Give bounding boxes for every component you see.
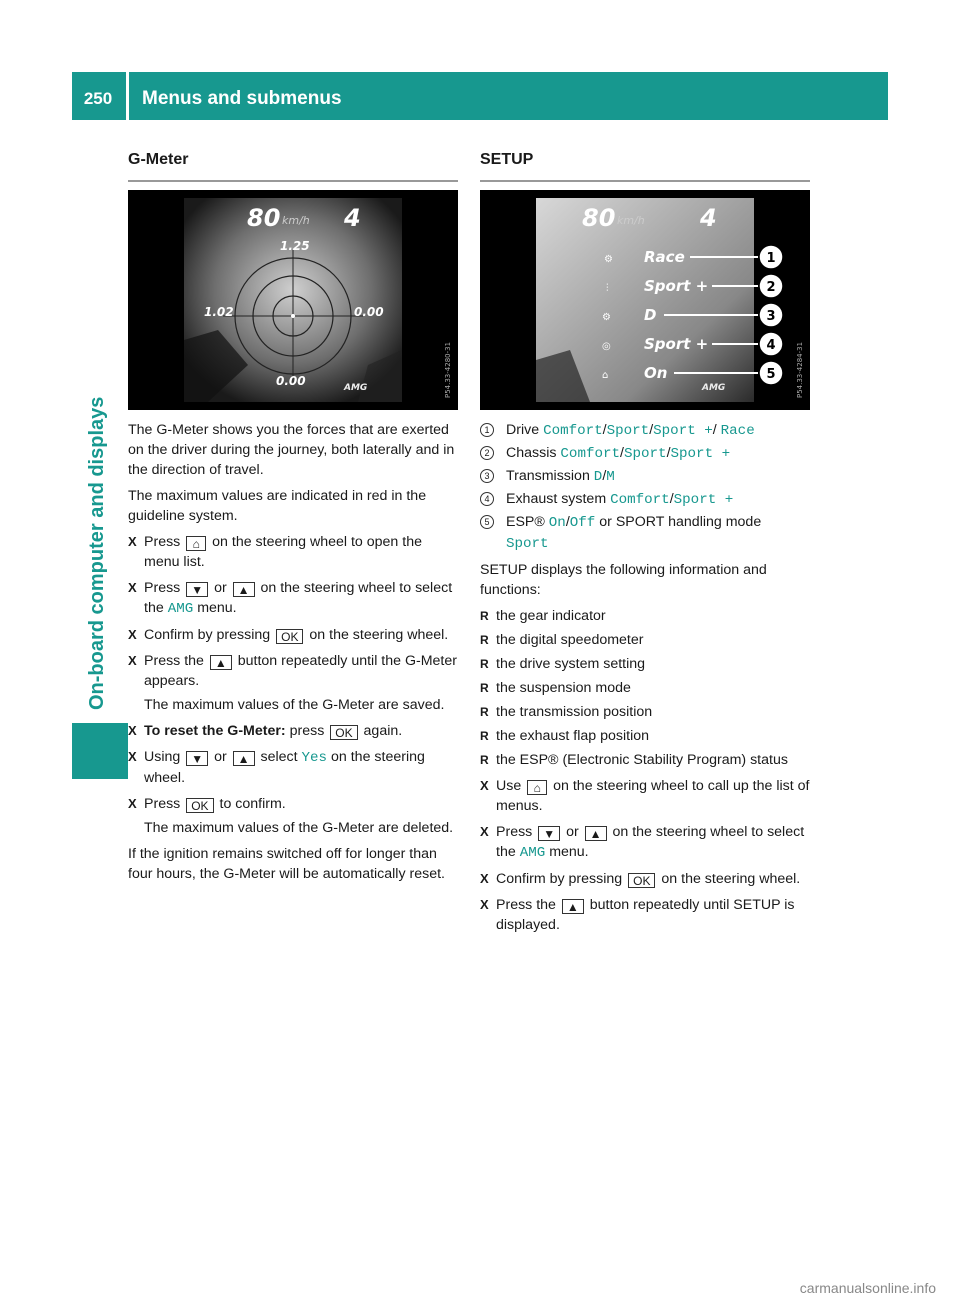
down-key-icon: ▼ — [186, 582, 208, 597]
instruction-step: X Confirm by pressing OK on the steering wheel. — [480, 869, 810, 889]
speed-unit: km/h — [617, 214, 645, 227]
g-bottom-value: 0.00 — [276, 374, 306, 388]
legend-item: 2 Chassis Comfort/Sport/Sport + — [480, 443, 810, 464]
section-title: G-Meter — [128, 150, 458, 182]
list-item: R the exhaust flap position — [480, 726, 810, 746]
legend-item: 5 ESP® On/Off or SPORT handling mode Sport — [480, 512, 810, 554]
paragraph: If the ignition remains switched off for longer than four hours, the G-Meter will be automatically reset. — [128, 846, 445, 882]
instruction-step: X Press ⌂ on the steering wheel to open the menu list. — [128, 532, 458, 572]
page-title: Menus and submenus — [142, 88, 342, 109]
watermark: carmanualsonline.info — [799, 1280, 936, 1296]
instruction-step: X Press OK to confirm. The maximum values of the G-Meter are deleted. — [128, 794, 458, 838]
legend-item: 1 Drive Comfort/Sport/Sport +/ Race — [480, 420, 810, 441]
paragraph: The maximum values are indicated in red in the guideline system. — [128, 488, 427, 524]
svg-text:1: 1 — [766, 251, 776, 266]
down-key-icon: ▼ — [538, 826, 560, 841]
svg-text:5: 5 — [766, 367, 776, 382]
chapter-sidebar — [72, 120, 128, 1302]
svg-text:4: 4 — [766, 338, 776, 353]
setup-row-exhaust: Sport + — [644, 335, 709, 353]
up-key-icon: ▲ — [210, 655, 232, 670]
instruction-step: X Confirm by pressing OK on the steering wheel. — [128, 625, 458, 645]
exhaust-icon: ◎ — [602, 341, 611, 352]
g-meter-display — [128, 190, 458, 410]
figure-code: P54.33-4280-31 — [444, 341, 452, 398]
setup-row-esp: On — [644, 364, 668, 382]
g-right-value: 0.00 — [354, 305, 384, 319]
setup-row-transmission: D — [644, 306, 657, 324]
ok-key-icon: OK — [628, 873, 655, 888]
g-meter-figure — [128, 190, 458, 410]
gear-readout: 4 — [344, 204, 361, 232]
instruction-step: X Using ▼ or ▲ select Yes on the steering wheel. — [128, 747, 458, 788]
g-meter-section — [128, 150, 458, 890]
list-item: R the gear indicator — [480, 606, 810, 626]
instruction-step: X Press the ▲ button repeatedly until the G-Meter appears. The maximum values of the G-Meter are saved. — [128, 651, 458, 715]
instruction-step: X Use ⌂ on the steering wheel to call up the list of menus. — [480, 776, 810, 816]
step-result: The maximum values of the G-Meter are saved. — [144, 697, 445, 713]
home-key-icon: ⌂ — [186, 536, 206, 551]
list-item: R the suspension mode — [480, 678, 810, 698]
chapter-marker — [72, 723, 128, 779]
svg-text:3: 3 — [766, 309, 776, 324]
list-item: R the ESP® (Electronic Stability Program) status — [480, 750, 810, 770]
home-key-icon: ⌂ — [527, 780, 547, 795]
gear-readout: 4 — [700, 204, 717, 232]
setup-display — [480, 190, 810, 410]
drive-mode-icon: ⚙ — [604, 254, 613, 265]
up-key-icon: ▲ — [585, 826, 607, 841]
setup-section — [480, 150, 810, 941]
down-key-icon: ▼ — [186, 751, 208, 766]
menu-name: AMG — [519, 845, 546, 861]
page-number: 250 — [83, 89, 113, 108]
setup-row-drive: Race — [644, 248, 685, 266]
g-left-value: 1.02 — [204, 305, 234, 319]
figure-code: P54.33-4284-31 — [796, 341, 804, 398]
up-key-icon: ▲ — [233, 751, 255, 766]
list-item: R the drive system setting — [480, 654, 810, 674]
header-divider — [126, 72, 129, 120]
g-top-value: 1.25 — [280, 239, 310, 253]
amg-logo: AMG — [702, 383, 726, 393]
option-name: Yes — [301, 750, 328, 766]
suspension-icon: ⫶ — [606, 283, 609, 294]
instruction-step: X Press ▼ or ▲ on the steering wheel to select the AMG menu. — [128, 578, 458, 619]
setup-row-chassis: Sport + — [644, 277, 709, 295]
amg-logo: AMG — [344, 383, 368, 393]
up-key-icon: ▲ — [562, 899, 584, 914]
chapter-label: On-board computer and displays — [86, 396, 108, 710]
transmission-icon: ⚙ — [602, 312, 611, 323]
up-key-icon: ▲ — [233, 582, 255, 597]
paragraph: The G-Meter shows you the forces that are exerted on the driver during the journey, both laterally and in the direction of travel. — [128, 422, 455, 478]
ok-key-icon: OK — [276, 629, 303, 644]
paragraph: SETUP displays the following information and functions: — [480, 562, 767, 598]
instruction-step: X Press ▼ or ▲ on the steering wheel to select the AMG menu. — [480, 822, 810, 863]
setup-figure — [480, 190, 810, 410]
list-item: R the transmission position — [480, 702, 810, 722]
section-title: SETUP — [480, 150, 810, 182]
speed-readout: 80 — [247, 204, 281, 232]
legend-item: 4 Exhaust system Comfort/Sport + — [480, 489, 810, 510]
menu-name: AMG — [167, 601, 194, 617]
list-item: R the digital speedometer — [480, 630, 810, 650]
speed-readout: 80 — [582, 204, 616, 232]
legend-item: 3 Transmission D/M — [480, 466, 810, 487]
instruction-step: X To reset the G-Meter: press OK again. — [128, 721, 458, 741]
ok-key-icon: OK — [330, 725, 357, 740]
speed-unit: km/h — [282, 214, 310, 227]
page-header — [72, 72, 888, 120]
step-result: The maximum values of the G-Meter are deleted. — [144, 820, 454, 836]
instruction-step: X Press the ▲ button repeatedly until SETUP is displayed. — [480, 895, 810, 935]
svg-text:2: 2 — [766, 280, 776, 295]
step-heading: To reset the G-Meter: — [144, 723, 286, 739]
esp-icon: ⌂ — [602, 370, 609, 381]
ok-key-icon: OK — [186, 798, 213, 813]
